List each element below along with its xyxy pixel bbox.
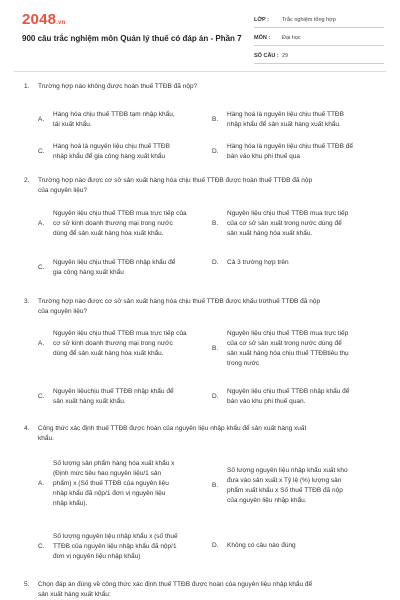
- option-text-line: của nguyên liệu nhập khẩu.: [227, 497, 307, 504]
- option-text-line: tái xuất khẩu.: [53, 121, 92, 128]
- question-text-line: Trường hợp nào không được hoàn thuế TTĐB đã nộp?: [38, 83, 198, 90]
- option-text-line: sản xuất hàng xuất khẩu.: [53, 398, 126, 405]
- option-text: [53, 110, 175, 130]
- meta-key: LỚP :: [254, 17, 269, 23]
- option-text-line: Nguyên liệu chịu thuế TTĐB mua trực tiếp của: [53, 330, 187, 337]
- answer-option-c[interactable]: [38, 258, 203, 278]
- option-text: [227, 110, 344, 130]
- option-text-line: bán vào khu phi thuế qua: [227, 153, 301, 160]
- option-text: [227, 329, 349, 369]
- option-text-line: Hàng hóa chịu thuế TTĐB tạm nhập khẩu,: [53, 111, 175, 118]
- option-label: D.: [212, 542, 219, 549]
- option-text: [53, 387, 174, 407]
- option-text-line: Nguyên liệu chịu thuế TTĐB nhập khẩu để: [227, 388, 350, 395]
- option-text-line: của cơ sở sản xuất trong nước dùng để: [227, 220, 342, 227]
- answer-option-a[interactable]: [38, 329, 203, 359]
- option-label: B.: [212, 220, 219, 227]
- option-label: D.: [212, 259, 219, 266]
- option-text-line: cơ sở kinh doanh thương mại trong nước: [53, 220, 173, 227]
- option-text-line: sản xuất hàng hóa chịu thuế TTĐBtiêu thụ: [227, 350, 349, 357]
- meta-key: SỐ CÂU :: [254, 53, 279, 59]
- option-text-line: Số lượng sản phẩm hàng hóa xuất khẩu x: [53, 460, 175, 467]
- option-text-line: của cơ sở sản xuất trong nước dùng để: [227, 340, 342, 347]
- option-text: [227, 209, 348, 239]
- option-text-line: đơn vị nguyên liệu nhập khẩu): [53, 553, 141, 560]
- logo-domain: .vn: [56, 20, 66, 26]
- option-label: B.: [212, 482, 219, 489]
- option-text: [227, 387, 349, 407]
- option-text-line: dùng để sản xuất hàng hóa xuất khẩu.: [53, 230, 164, 237]
- option-text-line: sản xuất hàng hóa xuất khẩu.: [227, 230, 313, 237]
- meta-value: Đại học: [282, 35, 301, 41]
- option-label: D.: [212, 393, 219, 400]
- option-label: B.: [212, 116, 219, 123]
- answer-option-b[interactable]: [212, 110, 377, 130]
- option-text-line: dùng để sản xuất hàng hóa xuất khẩu.: [53, 350, 164, 357]
- option-text: [53, 142, 170, 162]
- question-text-line: Chọn đáp án đúng về công thức xác định thuế TTĐB được hoàn của nguyên liệu nhập khẩu để: [38, 581, 313, 588]
- option-text: [227, 142, 353, 162]
- question-text-line: khẩu.: [38, 435, 54, 442]
- answer-option-b[interactable]: [212, 466, 377, 506]
- answer-option-c[interactable]: [38, 387, 203, 407]
- question-text-line: Công thức xác định thuế TTĐB được hoàn của nguyên liệu nhập khẩu để sản xuất hàng xuất: [38, 425, 307, 432]
- question-text-line: của nguyên liệu?: [38, 187, 88, 194]
- option-text-line: nhập khẩu đã nộp/1 đơn vị nguyên liệu: [53, 490, 166, 497]
- question-number: 3.: [24, 298, 30, 305]
- meta-value: 29: [282, 53, 289, 59]
- option-text-line: Nguyên liệu chịu thuế TTĐB mua trực tiếp: [227, 210, 349, 217]
- option-label: A.: [38, 480, 45, 487]
- option-text-line: Nguyên liệu chịu thuế TTĐB mua trực tiếp: [227, 330, 349, 337]
- meta-key: MÔN :: [254, 35, 271, 41]
- option-label: C.: [38, 148, 45, 155]
- option-label: C.: [38, 543, 45, 550]
- answer-option-c[interactable]: [38, 532, 203, 562]
- meta-value: Trắc nghiệm tổng hợp: [282, 17, 336, 23]
- option-label: C.: [38, 264, 45, 271]
- question-number: 2.: [24, 177, 30, 184]
- option-text: [53, 532, 178, 562]
- option-text-line: nhập khẩu để sản xuất hàng xuất khẩu.: [227, 121, 341, 128]
- option-label: A.: [38, 340, 45, 347]
- option-text-line: phẩm) x (Số thuế TTĐB của nguyên liệu: [53, 480, 169, 487]
- question-text-line: sản xuất hàng xuất khẩu:: [38, 591, 111, 598]
- option-text-line: Cả 3 trường hợp trên: [227, 259, 289, 266]
- question-text: [38, 297, 388, 317]
- option-text-line: Hàng hóa là nguyên liệu chịu thuế TTĐB để: [227, 143, 353, 150]
- option-text-line: trong nước: [227, 360, 260, 367]
- option-text-line: Hàng hoá là nguyên liệu chịu thuế TTĐB: [53, 143, 170, 150]
- answer-option-d[interactable]: [212, 387, 377, 407]
- answer-option-d[interactable]: [212, 258, 377, 268]
- question-text: [38, 424, 388, 444]
- page-title: 900 câu trắc nghiệm môn Quản lý thuế có đáp án - Phần 7: [22, 34, 242, 43]
- option-text-line: Số lượng nguyên liệu nhập khẩu x (số thuế: [53, 533, 178, 540]
- answer-option-d[interactable]: [212, 541, 377, 551]
- answer-option-a[interactable]: [38, 110, 203, 130]
- question-text-line: Trường hợp nào được cơ sở sản xuất hàng hóa chịu thuế TTĐB được khấu trừthuế TTĐB đã nộp: [38, 298, 321, 305]
- option-text-line: (Định mức tiêu hao nguyên liệu/1 sản: [53, 470, 162, 477]
- option-text-line: phẩm xuất khẩu x Số thuế TTĐB đã nộp: [227, 487, 343, 494]
- answer-option-a[interactable]: [38, 459, 203, 509]
- answer-option-c[interactable]: [38, 142, 203, 162]
- option-text: [227, 466, 348, 506]
- question-number: 4.: [24, 425, 30, 432]
- option-text-line: Nguyên liệu chịu thuế TTĐB nhập khẩu để: [53, 259, 176, 266]
- option-text: [53, 329, 187, 359]
- option-text-line: Nguyên liệu chịu thuế TTĐB mua trực tiếp của: [53, 210, 187, 217]
- option-text: [53, 459, 174, 509]
- option-text: [227, 541, 296, 551]
- option-text-line: đưa vào sản xuất x Tỷ lệ (%) lượng sản: [227, 477, 342, 484]
- option-label: D.: [212, 148, 219, 155]
- logo-text: 2048: [22, 11, 57, 28]
- answer-option-b[interactable]: [212, 329, 377, 369]
- option-text-line: Số lượng nguyên liệu nhập khẩu xuất kho: [227, 467, 348, 474]
- option-text-line: TTĐB của nguyên liệu nhập khẩu đã nộp/1: [53, 543, 177, 550]
- answer-option-b[interactable]: [212, 209, 377, 239]
- question-text-line: của nguyên liệu?: [38, 308, 88, 315]
- question-number: 5.: [24, 581, 30, 588]
- option-text-line: Nguyên liệuchịu thuế TTĐB nhập khẩu để: [53, 388, 174, 395]
- option-label: B.: [212, 345, 219, 352]
- option-text-line: Không có câu nào đúng: [227, 542, 296, 549]
- option-text-line: bán vào khu phi thuế quan.: [227, 398, 306, 405]
- answer-option-a[interactable]: [38, 209, 203, 239]
- question-text-line: Trường hợp nào được cơ sở sản xuất hàng hóa chịu thuế TTĐB được hoàn thuế TTĐB đã nộp: [38, 177, 313, 184]
- option-text: [53, 258, 175, 278]
- question-text: [38, 580, 388, 600]
- option-text-line: cơ sở kinh doanh thương mại trong nước: [53, 340, 173, 347]
- option-label: C.: [38, 393, 45, 400]
- question-number: 1.: [24, 83, 30, 90]
- answer-option-d[interactable]: [212, 142, 377, 162]
- option-text-line: nhập khẩu).: [53, 500, 88, 507]
- option-text-line: nhập khẩu để gia công hàng xuất khẩu: [53, 153, 166, 160]
- option-text: [53, 209, 187, 239]
- question-text: [38, 176, 388, 196]
- option-label: A.: [38, 116, 45, 123]
- option-text-line: Hàng hoá là nguyên liệu chịu thuế TTĐB: [227, 111, 344, 118]
- option-text-line: gia công hàng xuất khẩu: [53, 269, 124, 276]
- option-label: A.: [38, 220, 45, 227]
- option-text: [227, 258, 289, 268]
- question-text: [38, 82, 388, 92]
